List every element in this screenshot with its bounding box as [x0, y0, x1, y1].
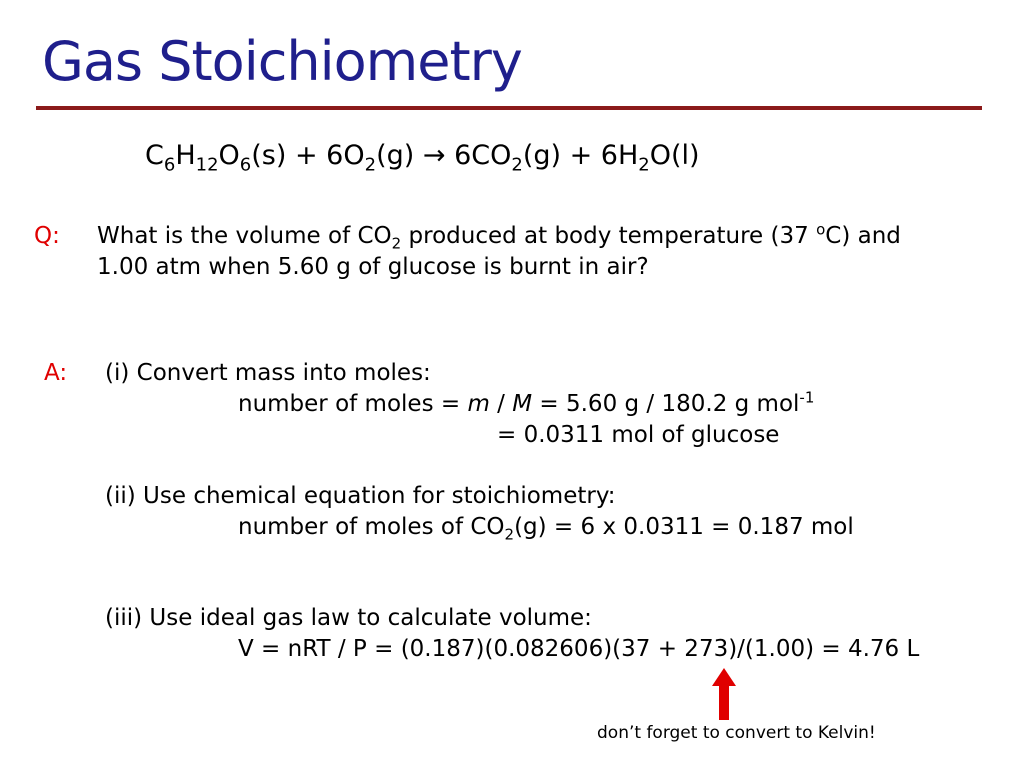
- kelvin-note: don’t forget to convert to Kelvin!: [597, 723, 876, 743]
- up-arrow-icon: [712, 668, 736, 720]
- step-1-line-2: = 0.0311 mol of glucose: [497, 422, 780, 448]
- chemical-equation: $C_6H_{12}O_6(s) + 6O_2(g) \to 6CO_2(g) + 6H_2O(l)$: [145, 140, 700, 176]
- title-divider: [36, 106, 982, 110]
- question-label: Q:: [34, 223, 60, 249]
- answer-label: A:: [44, 360, 68, 386]
- step-1-heading: (i) Convert mass into moles:: [105, 360, 431, 386]
- step-2-line: number of moles of $CO_2(g) = 6$ x 0.0311 = 0.187 mol: [238, 514, 854, 544]
- step-3-line: V = nRT / P = (0.187)(0.082606)(37 + 273)/(1.00) = 4.76 L: [238, 636, 920, 662]
- step-3-heading: (iii) Use ideal gas law to calculate volume:: [105, 605, 592, 631]
- slide-title: Gas Stoichiometry: [42, 30, 522, 93]
- step-2-heading: (ii) Use chemical equation for stoichiometry:: [105, 483, 616, 509]
- step-1-line-1: number of moles = m / M = 5.60 g / 180.2 g mol$^{-1}$: [238, 388, 815, 417]
- question-line-2: 1.00 atm when 5.60 g of glucose is burnt in air?: [97, 254, 649, 280]
- reaction-arrow-icon: →: [422, 140, 446, 171]
- question-line-1: What is the volume of $CO_2$ produced at body temperature (37 $^o$C) and: [97, 220, 901, 253]
